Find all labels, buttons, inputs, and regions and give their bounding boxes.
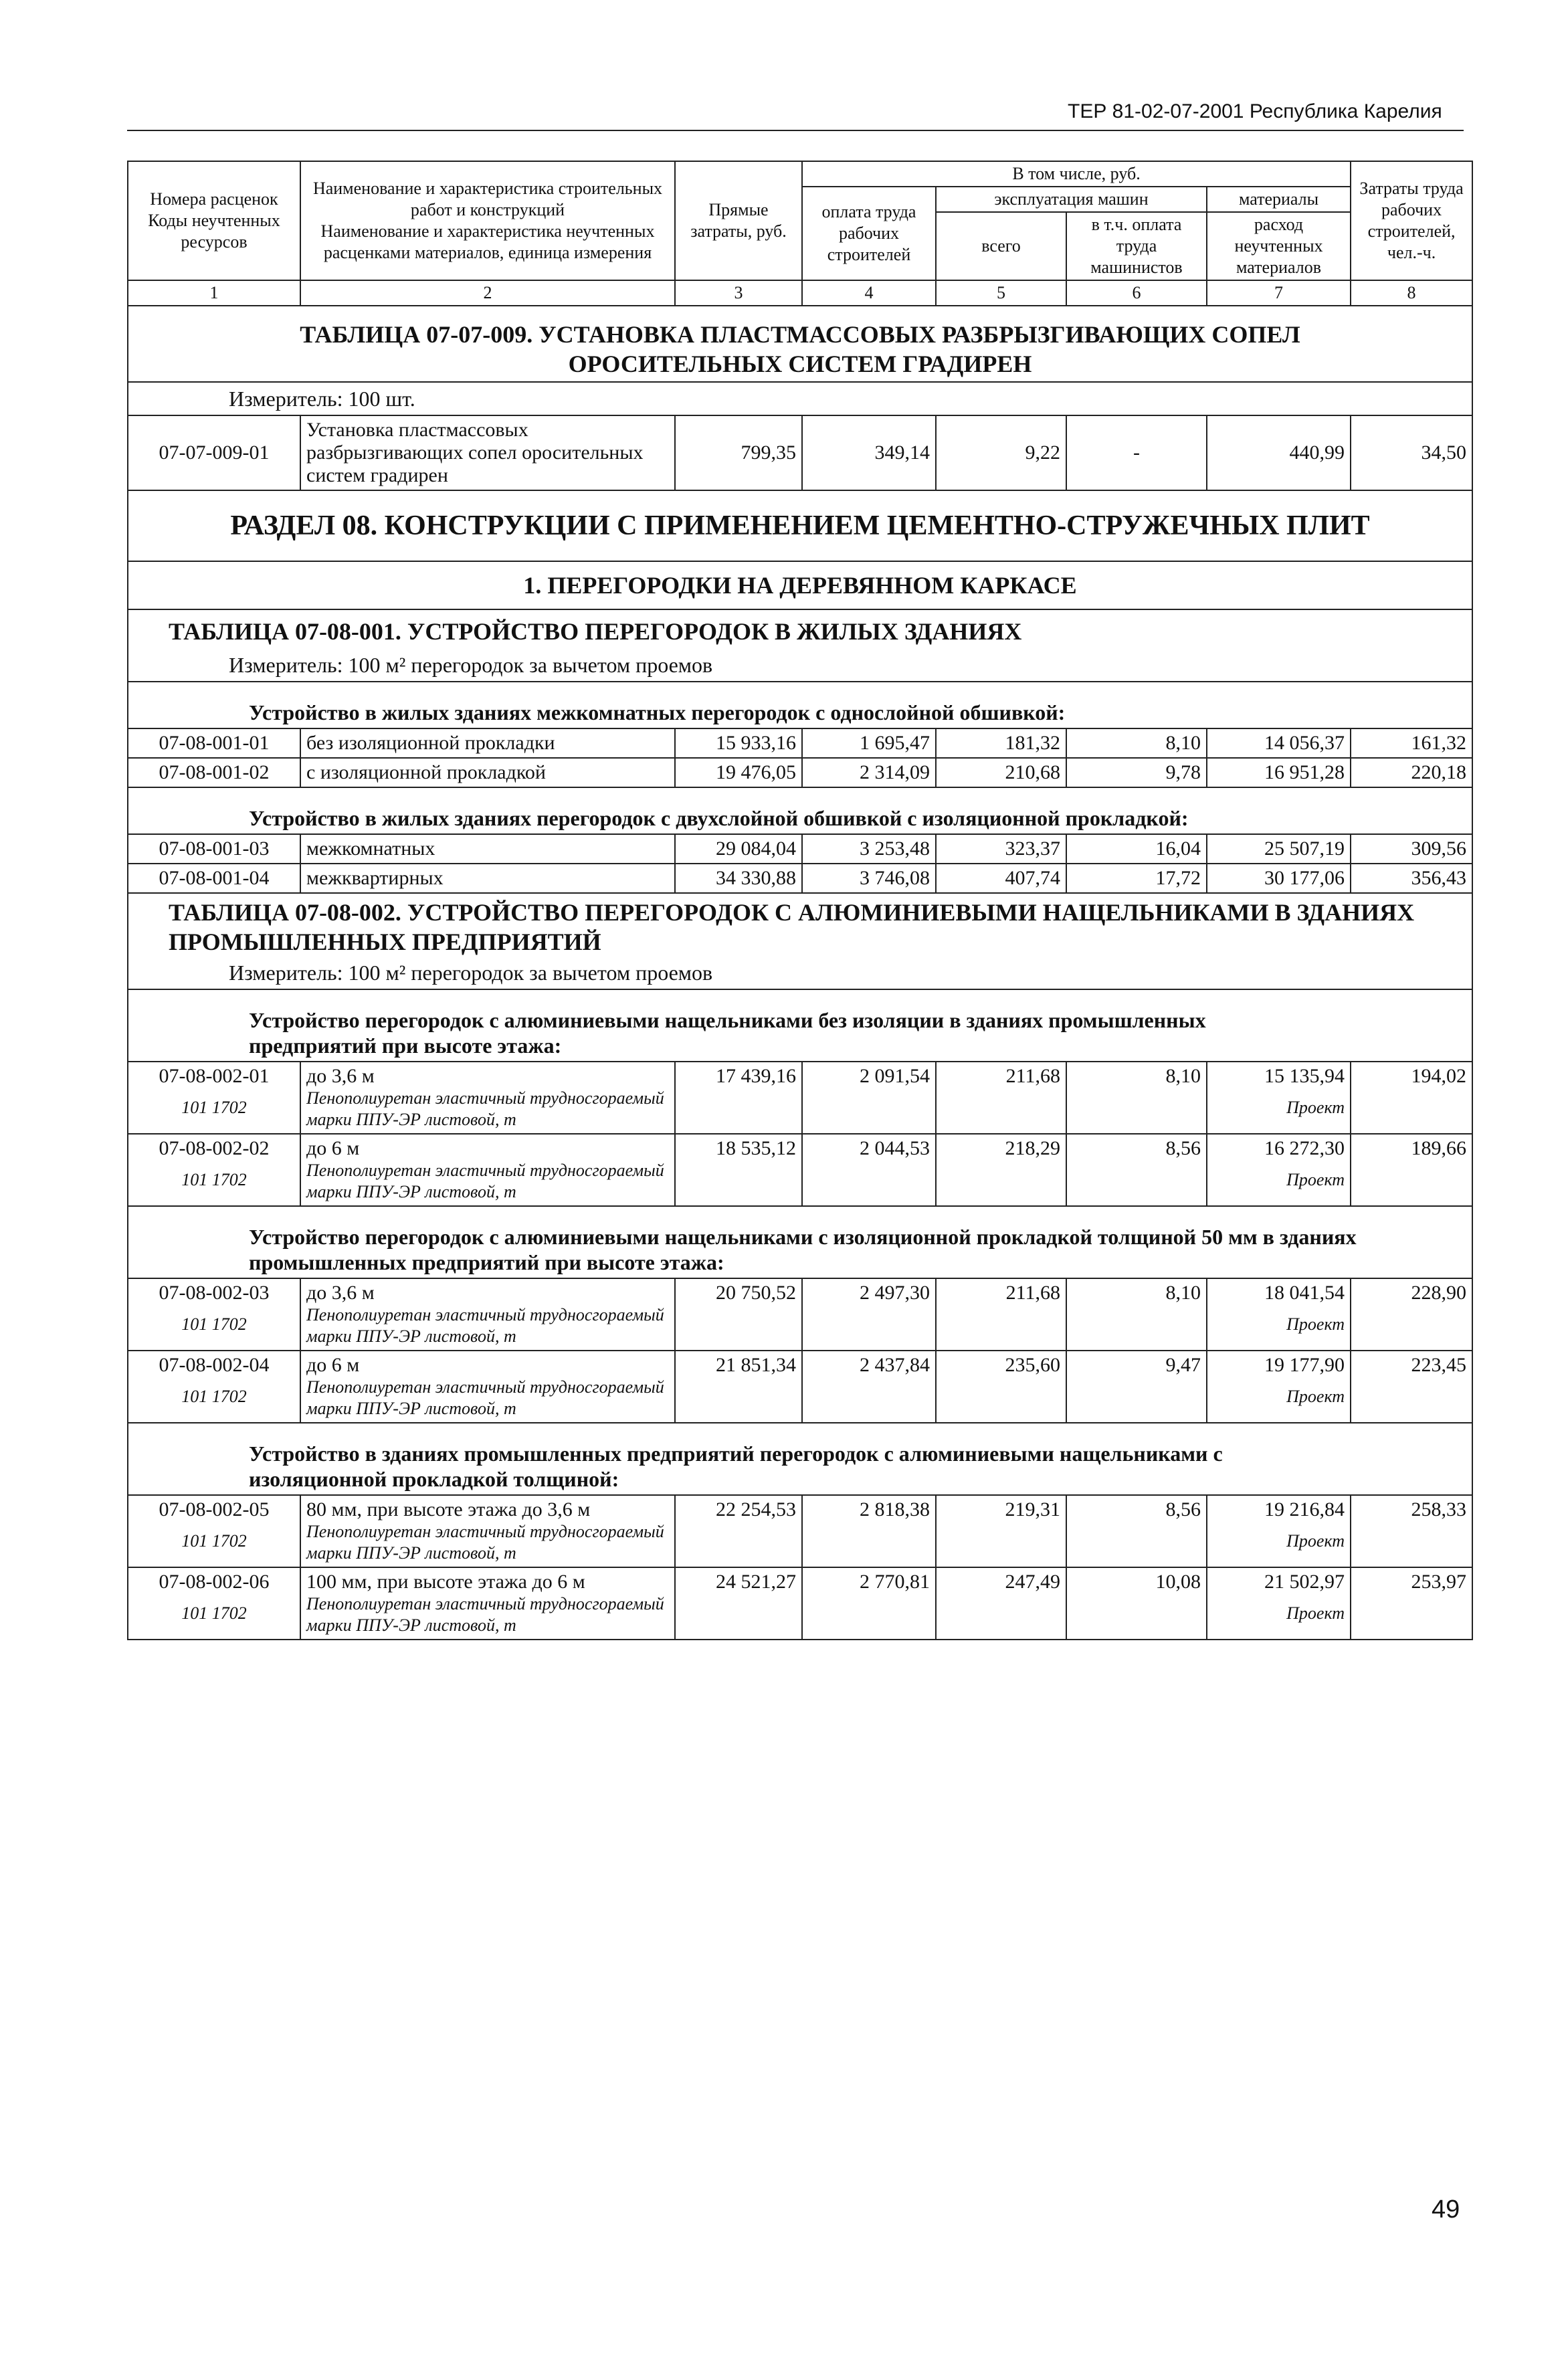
labor-hours: 228,90 xyxy=(1351,1278,1472,1351)
machinist-pay: 16,04 xyxy=(1066,834,1207,864)
rate-code: 07-08-002-02 xyxy=(159,1137,270,1159)
table-title: ТАБЛИЦА 07-07-009. УСТАНОВКА ПЛАСТМАССОВЫХ РАЗБРЫЗГИВАЮЩИХ СОПЕЛ ОРОСИТЕЛЬНЫХ СИСТЕМ ГРАДИРЕН xyxy=(128,306,1472,382)
rate-code-cell xyxy=(128,1495,300,1567)
subsection-title: 1. ПЕРЕГОРОДКИ НА ДЕРЕВЯННОМ КАРКАСЕ xyxy=(128,561,1472,609)
rate-name: до 3,6 м xyxy=(306,1282,375,1304)
rate-code: 07-08-002-03 xyxy=(159,1282,270,1304)
rate-code-cell xyxy=(128,1134,300,1206)
material-note: Пенополиуретан эластичный трудносгораемый марки ППУ-ЭР листовой, т xyxy=(306,1305,664,1346)
materials: 19 216,84 xyxy=(1264,1498,1345,1520)
rate-code: 07-08-002-06 xyxy=(159,1571,270,1593)
col-header-labor-hours: Затраты труда рабочих строителей, чел.-ч. xyxy=(1351,161,1472,280)
labor-pay: 2 497,30 xyxy=(802,1278,936,1351)
materials-cell xyxy=(1207,1278,1351,1351)
materials-cell xyxy=(1207,1495,1351,1567)
direct-cost: 799,35 xyxy=(675,415,802,490)
table-row xyxy=(128,415,1472,490)
direct-cost: 29 084,04 xyxy=(675,834,802,864)
labor-hours: 161,32 xyxy=(1351,728,1472,758)
header-rule xyxy=(127,130,1464,131)
materials: 16 272,30 xyxy=(1264,1137,1345,1159)
rate-code-cell xyxy=(128,1567,300,1640)
group-title: Устройство в жилых зданиях перегородок с двухслойной обшивкой с изоляционной прокладкой: xyxy=(128,787,1472,834)
table-row xyxy=(128,864,1472,893)
material-price-source: Проект xyxy=(1286,1603,1345,1623)
rate-name: без изоляционной прокладки xyxy=(300,728,675,758)
machinist-pay: - xyxy=(1066,415,1207,490)
price-table xyxy=(127,161,1473,1640)
table-row xyxy=(128,1134,1472,1206)
machinist-pay: 9,47 xyxy=(1066,1351,1207,1423)
labor-hours: 356,43 xyxy=(1351,864,1472,893)
rate-code: 07-08-002-05 xyxy=(159,1498,270,1520)
machines-total: 407,74 xyxy=(936,864,1066,893)
resource-code: 101 1702 xyxy=(181,1170,247,1189)
labor-pay: 2 818,38 xyxy=(802,1495,936,1567)
table-row xyxy=(128,728,1472,758)
machines-total: 323,37 xyxy=(936,834,1066,864)
rate-name: до 6 м xyxy=(306,1354,360,1376)
table-row xyxy=(128,1278,1472,1351)
rate-name: с изоляционной прокладкой xyxy=(300,758,675,787)
machinist-pay: 8,10 xyxy=(1066,1278,1207,1351)
material-price-source: Проект xyxy=(1286,1314,1345,1334)
rate-name: межквартирных xyxy=(300,864,675,893)
machines-total: 181,32 xyxy=(936,728,1066,758)
material-price-source: Проект xyxy=(1286,1170,1345,1189)
labor-pay: 349,14 xyxy=(802,415,936,490)
direct-cost: 20 750,52 xyxy=(675,1278,802,1351)
rate-name-cell xyxy=(300,1351,675,1423)
table-measure: Измеритель: 100 м² перегородок за вычетом проемов xyxy=(128,957,1472,989)
labor-hours: 258,33 xyxy=(1351,1495,1472,1567)
direct-cost: 17 439,16 xyxy=(675,1062,802,1134)
material-price-source: Проект xyxy=(1286,1098,1345,1117)
materials: 16 951,28 xyxy=(1207,758,1351,787)
rate-code: 07-08-001-02 xyxy=(128,758,300,787)
materials-cell xyxy=(1207,1567,1351,1640)
machinist-pay: 8,10 xyxy=(1066,728,1207,758)
rate-name: до 3,6 м xyxy=(306,1065,375,1087)
direct-cost: 34 330,88 xyxy=(675,864,802,893)
materials: 440,99 xyxy=(1207,415,1351,490)
col-header-direct-costs: Прямые затраты, руб. xyxy=(675,161,802,280)
table-row xyxy=(128,1351,1472,1423)
rate-name: 100 мм, при высоте этажа до 6 м xyxy=(306,1571,585,1593)
material-note: Пенополиуретан эластичный трудносгораемый марки ППУ-ЭР листовой, т xyxy=(306,1594,664,1635)
machines-total: 210,68 xyxy=(936,758,1066,787)
col-header-materials: материалы xyxy=(1207,187,1351,212)
rate-name: Установка пластмассовых разбрызгивающих сопел оросительных систем градирен xyxy=(300,415,675,490)
col-header-machines-total: всего xyxy=(936,212,1066,280)
machinist-pay: 17,72 xyxy=(1066,864,1207,893)
material-note: Пенополиуретан эластичный трудносгораемый марки ППУ-ЭР листовой, т xyxy=(306,1161,664,1201)
materials: 21 502,97 xyxy=(1264,1571,1345,1593)
col-number: 8 xyxy=(1351,280,1472,306)
materials: 25 507,19 xyxy=(1207,834,1351,864)
rate-name-cell xyxy=(300,1567,675,1640)
rate-name-cell xyxy=(300,1495,675,1567)
materials: 15 135,94 xyxy=(1264,1065,1345,1087)
material-price-source: Проект xyxy=(1286,1387,1345,1406)
col-number: 3 xyxy=(675,280,802,306)
machines-total: 218,29 xyxy=(936,1134,1066,1206)
col-header-machines: эксплуатация машин xyxy=(936,187,1207,212)
machinist-pay: 8,56 xyxy=(1066,1134,1207,1206)
rate-code-cell xyxy=(128,1278,300,1351)
direct-cost: 19 476,05 xyxy=(675,758,802,787)
resource-code: 101 1702 xyxy=(181,1098,247,1117)
machinist-pay: 8,10 xyxy=(1066,1062,1207,1134)
resource-code: 101 1702 xyxy=(181,1603,247,1623)
material-note: Пенополиуретан эластичный трудносгораемый марки ППУ-ЭР листовой, т xyxy=(306,1088,664,1129)
col-header-names: Наименование и характеристика строительных работ и конструкций Наименование и характеристика неучтенных расценками материалов, единица измерения xyxy=(300,161,675,280)
table-row xyxy=(128,1062,1472,1134)
table-title: ТАБЛИЦА 07-08-002. УСТРОЙСТВО ПЕРЕГОРОДОК С АЛЮМИНИЕВЫМИ НАЩЕЛЬНИКАМИ В ЗДАНИЯХ ПРОМЫШЛЕННЫХ ПРЕДПРИЯТИЙ xyxy=(128,893,1472,957)
col-header-material-usage: расход неучтенных материалов xyxy=(1207,212,1351,280)
rate-code: 07-07-009-01 xyxy=(128,415,300,490)
table-title: ТАБЛИЦА 07-08-001. УСТРОЙСТВО ПЕРЕГОРОДОК В ЖИЛЫХ ЗДАНИЯХ xyxy=(128,609,1472,649)
col-header-codes: Номера расценок Коды неучтенных ресурсов xyxy=(128,161,300,280)
rate-code-cell xyxy=(128,1062,300,1134)
direct-cost: 15 933,16 xyxy=(675,728,802,758)
machines-total: 219,31 xyxy=(936,1495,1066,1567)
materials: 30 177,06 xyxy=(1207,864,1351,893)
direct-cost: 24 521,27 xyxy=(675,1567,802,1640)
machinist-pay: 8,56 xyxy=(1066,1495,1207,1567)
table-measure: Измеритель: 100 м² перегородок за вычетом проемов xyxy=(128,649,1472,682)
direct-cost: 22 254,53 xyxy=(675,1495,802,1567)
labor-pay: 3 746,08 xyxy=(802,864,936,893)
labor-hours: 34,50 xyxy=(1351,415,1472,490)
resource-code: 101 1702 xyxy=(181,1314,247,1334)
rate-code: 07-08-002-01 xyxy=(159,1065,270,1087)
table-row xyxy=(128,758,1472,787)
rate-name-cell xyxy=(300,1134,675,1206)
col-number: 1 xyxy=(128,280,300,306)
resource-code: 101 1702 xyxy=(181,1387,247,1406)
materials: 14 056,37 xyxy=(1207,728,1351,758)
materials: 18 041,54 xyxy=(1264,1282,1345,1304)
table-row xyxy=(128,834,1472,864)
group-title: Устройство перегородок с алюминиевыми нащельниками без изоляции в зданиях промышленных предприятий при высоте этажа: xyxy=(128,989,1472,1062)
materials: 19 177,90 xyxy=(1264,1354,1345,1376)
materials-cell xyxy=(1207,1351,1351,1423)
rate-name-cell xyxy=(300,1062,675,1134)
rate-code: 07-08-001-03 xyxy=(128,834,300,864)
labor-hours: 220,18 xyxy=(1351,758,1472,787)
rate-name: межкомнатных xyxy=(300,834,675,864)
group-title: Устройство в зданиях промышленных предприятий перегородок с алюминиевыми нащельниками с изоляционной прокладкой толщиной: xyxy=(128,1423,1472,1495)
col-number: 2 xyxy=(300,280,675,306)
group-title: Устройство в жилых зданиях межкомнатных перегородок с однослойной обшивкой: xyxy=(128,682,1472,728)
machines-total: 247,49 xyxy=(936,1567,1066,1640)
labor-pay: 2 044,53 xyxy=(802,1134,936,1206)
labor-hours: 194,02 xyxy=(1351,1062,1472,1134)
col-number: 5 xyxy=(936,280,1066,306)
material-price-source: Проект xyxy=(1286,1531,1345,1551)
machines-total: 211,68 xyxy=(936,1278,1066,1351)
rate-name-cell xyxy=(300,1278,675,1351)
labor-pay: 2 437,84 xyxy=(802,1351,936,1423)
section-title: РАЗДЕЛ 08. КОНСТРУКЦИИ С ПРИМЕНЕНИЕМ ЦЕМЕНТНО-СТРУЖЕЧНЫХ ПЛИТ xyxy=(128,490,1472,561)
material-note: Пенополиуретан эластичный трудносгораемый марки ППУ-ЭР листовой, т xyxy=(306,1377,664,1418)
group-title: Устройство перегородок с алюминиевыми нащельниками с изоляционной прокладкой толщиной 50 мм в зданиях промышленных предприятий при высоте этажа: xyxy=(128,1206,1472,1278)
col-number: 4 xyxy=(802,280,936,306)
machinist-pay: 10,08 xyxy=(1066,1567,1207,1640)
materials-cell xyxy=(1207,1062,1351,1134)
machinist-pay: 9,78 xyxy=(1066,758,1207,787)
materials-cell xyxy=(1207,1134,1351,1206)
labor-pay: 2 314,09 xyxy=(802,758,936,787)
machines-total: 211,68 xyxy=(936,1062,1066,1134)
direct-cost: 18 535,12 xyxy=(675,1134,802,1206)
labor-hours: 309,56 xyxy=(1351,834,1472,864)
col-header-machinist-pay: в т.ч. оплата труда машинистов xyxy=(1066,212,1207,280)
rate-name: до 6 м xyxy=(306,1137,360,1159)
resource-code: 101 1702 xyxy=(181,1531,247,1551)
machines-total: 9,22 xyxy=(936,415,1066,490)
col-header-group: В том числе, руб. xyxy=(802,161,1351,187)
rate-code-cell xyxy=(128,1351,300,1423)
document-reference: ТЕР 81-02-07-2001 Республика Карелия xyxy=(1068,100,1442,122)
machines-total: 235,60 xyxy=(936,1351,1066,1423)
labor-pay: 3 253,48 xyxy=(802,834,936,864)
rate-code: 07-08-001-04 xyxy=(128,864,300,893)
direct-cost: 21 851,34 xyxy=(675,1351,802,1423)
labor-hours: 223,45 xyxy=(1351,1351,1472,1423)
labor-hours: 189,66 xyxy=(1351,1134,1472,1206)
labor-hours: 253,97 xyxy=(1351,1567,1472,1640)
rate-code: 07-08-002-04 xyxy=(159,1354,270,1376)
labor-pay: 2 770,81 xyxy=(802,1567,936,1640)
col-number: 6 xyxy=(1066,280,1207,306)
table-row xyxy=(128,1567,1472,1640)
col-header-labor-pay: оплата труда рабочих строителей xyxy=(802,187,936,280)
col-number: 7 xyxy=(1207,280,1351,306)
rate-code: 07-08-001-01 xyxy=(128,728,300,758)
rate-name: 80 мм, при высоте этажа до 3,6 м xyxy=(306,1498,591,1520)
price-table-document xyxy=(127,161,1472,1640)
labor-pay: 1 695,47 xyxy=(802,728,936,758)
material-note: Пенополиуретан эластичный трудносгораемый марки ППУ-ЭР листовой, т xyxy=(306,1522,664,1563)
page-number: 49 xyxy=(1432,2195,1460,2224)
table-measure: Измеритель: 100 шт. xyxy=(128,382,1472,415)
table-row xyxy=(128,1495,1472,1567)
labor-pay: 2 091,54 xyxy=(802,1062,936,1134)
